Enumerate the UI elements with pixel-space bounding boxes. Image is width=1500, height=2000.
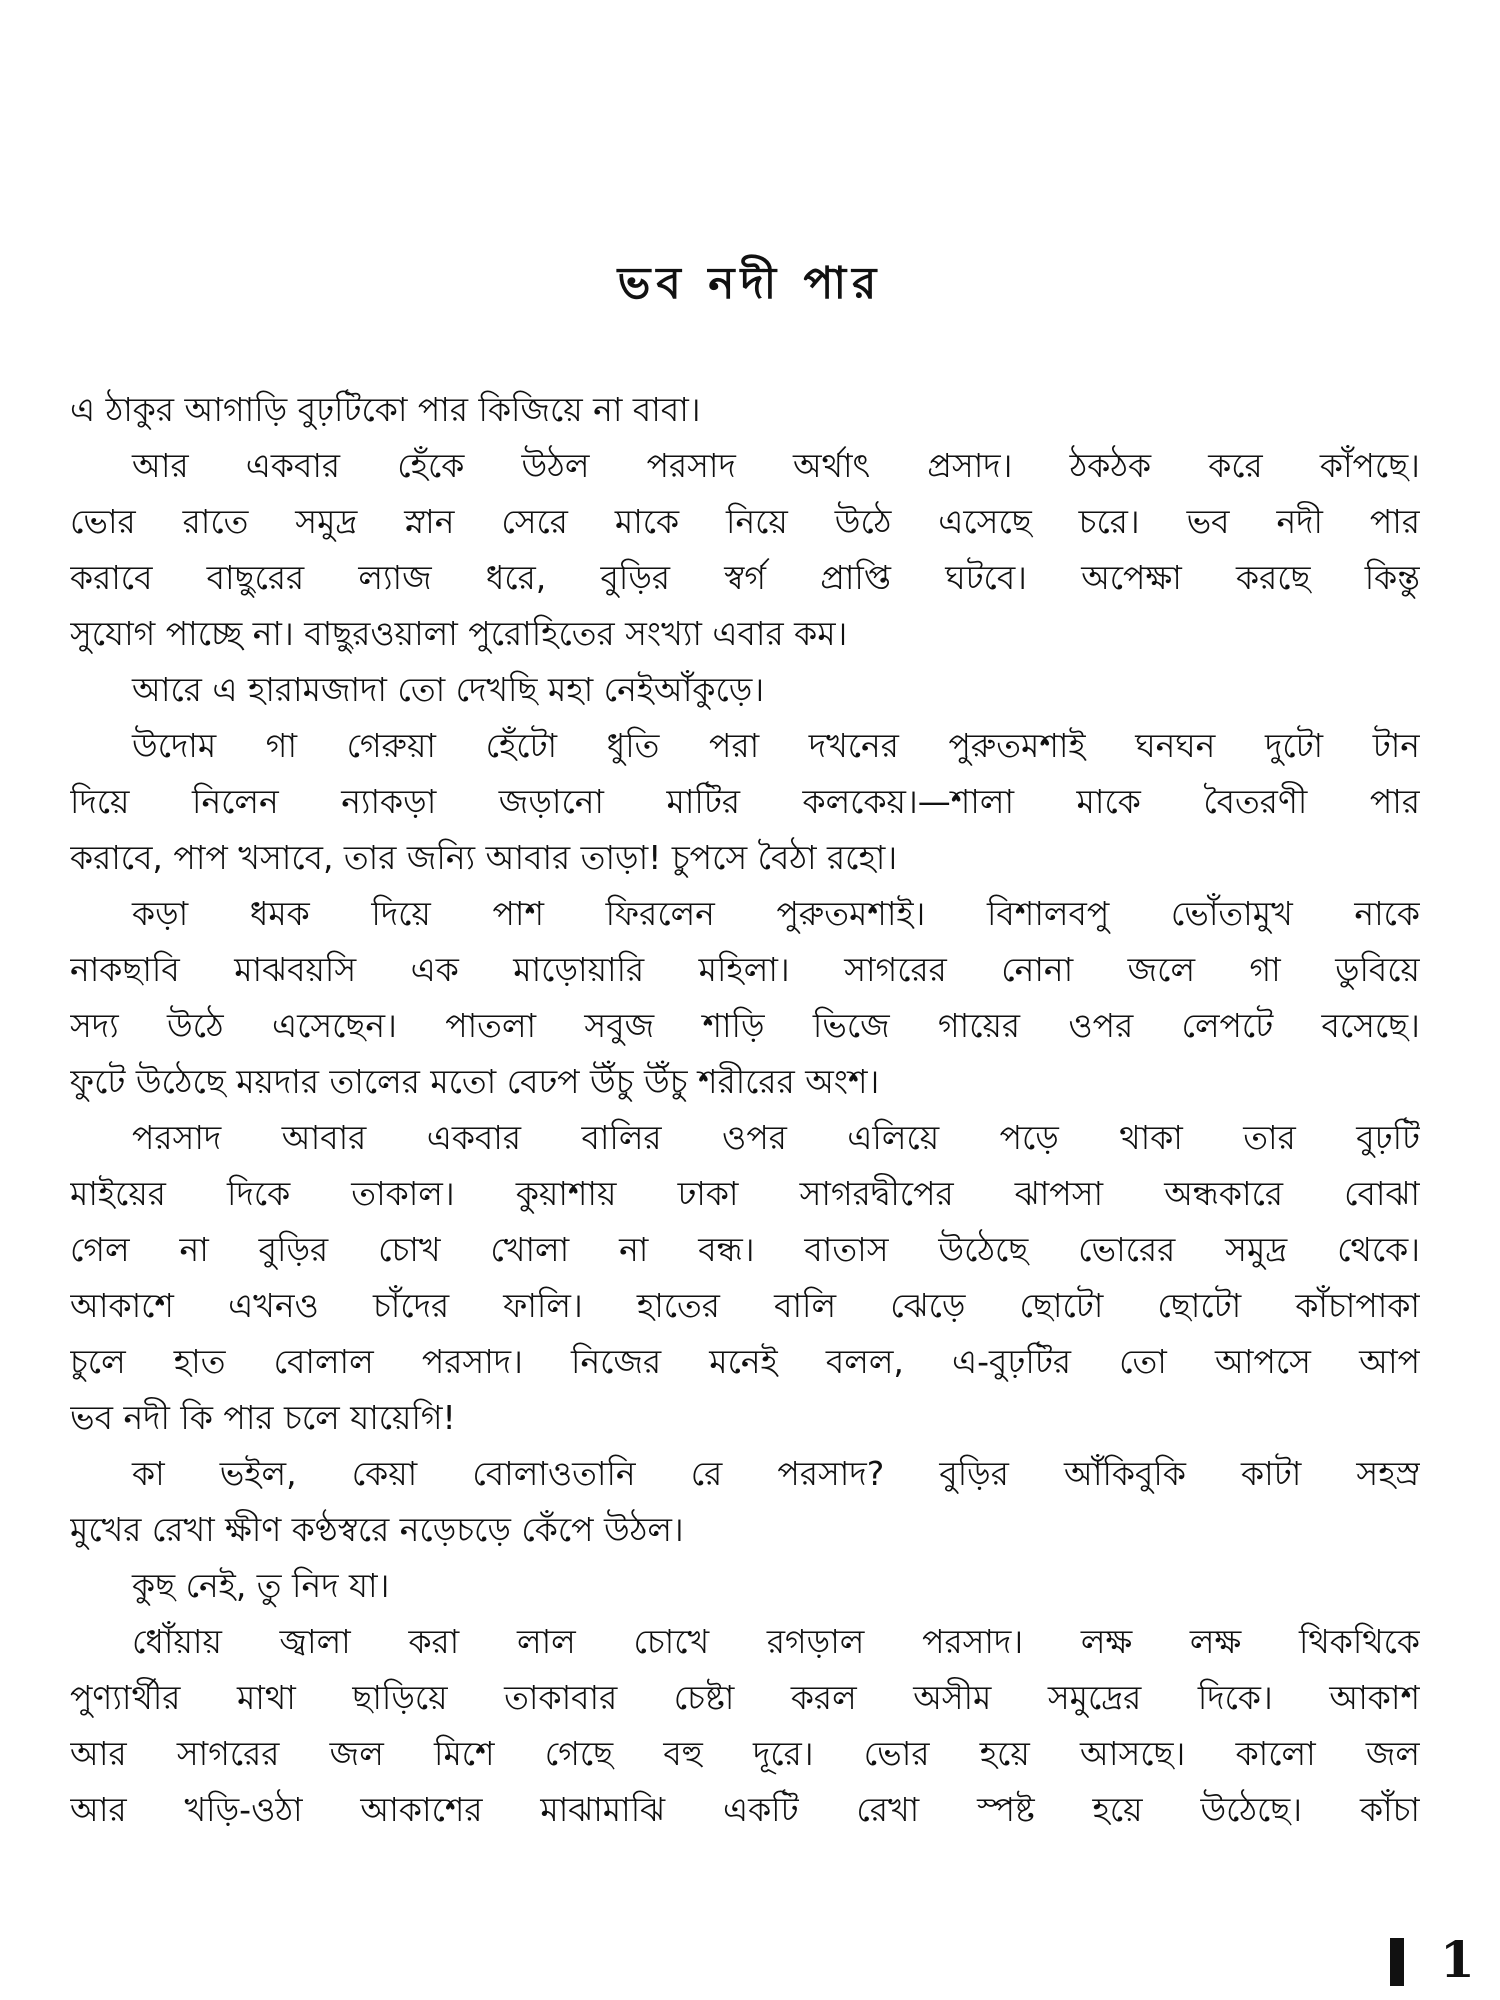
text-line: মুখের রেখা ক্ষীণ কণ্ঠস্বরে নড়েচড়ে কেঁপে উঠল। [70, 1510, 684, 1549]
text-line: কড়া ধমক দিয়ে পাশ ফিরলেন পুরুতমশাই। বিশালবপু ভোঁতামুখ নাকে [132, 894, 1420, 933]
text-line: সুযোগ পাচ্ছে না। বাছুরওয়ালা পুরোহিতের সংখ্যা এবার কম। [70, 614, 848, 653]
text-line: ভব নদী কি পার চলে যায়েগি! [70, 1398, 456, 1437]
text-line: নাকছাবি মাঝবয়সি এক মাড়োয়ারি মহিলা। সাগরের নোনা জলে গা ডুবিয়ে [70, 950, 1420, 989]
page-number: 1 [1440, 1930, 1475, 1989]
chapter-title: ভব নদী পার [617, 258, 883, 309]
page-marker-bar [1390, 1938, 1404, 1986]
text-line: উদোম গা গেরুয়া হেঁটো ধুতি পরা দখনের পুরুতমশাই ঘনঘন দুটো টান [132, 726, 1420, 765]
text-line: আর খড়ি-ওঠা আকাশের মাঝামাঝি একটি রেখা স্পষ্ট হয়ে উঠেছে। কাঁচা [70, 1790, 1420, 1829]
text-line: ধোঁয়ায় জ্বালা করা লাল চোখে রগড়াল পরসাদ। লক্ষ লক্ষ থিকথিকে [132, 1622, 1420, 1661]
text-line: গেল না বুড়ির চোখ খোলা না বন্ধ। বাতাস উঠেছে ভোরের সমুদ্র থেকে। [70, 1230, 1420, 1269]
text-line: এ ঠাকুর আগাড়ি বুঢ়টিকো পার কিজিয়ে না বাবা। [70, 390, 701, 429]
text-line: আর সাগরের জল মিশে গেছে বহু দূরে। ভোর হয়ে আসছে। কালো জল [70, 1734, 1420, 1773]
text-line: আরে এ হারামজাদা তো দেখছি মহা নেইআঁকুড়ে। [132, 670, 765, 709]
text-line: মাইয়ের দিকে তাকাল। কুয়াশায় ঢাকা সাগরদ্বীপের ঝাপসা অন্ধকারে বোঝা [70, 1174, 1420, 1213]
text-line: আকাশে এখনও চাঁদের ফালি। হাতের বালি ঝেড়ে ছোটো ছোটো কাঁচাপাকা [70, 1286, 1420, 1325]
text-line: পরসাদ আবার একবার বালির ওপর এলিয়ে পড়ে থাকা তার বুঢ়টি [132, 1118, 1420, 1157]
text-line: আর একবার হেঁকে উঠল পরসাদ অর্থাৎ প্রসাদ। ঠকঠক করে কাঁপছে। [132, 446, 1420, 485]
text-line: দিয়ে নিলেন ন্যাকড়া জড়ানো মাটির কলকেয়।—শালা মাকে বৈতরণী পার [70, 782, 1420, 821]
text-line: ফুটে উঠেছে ময়দার তালের মতো বেঢপ উঁচু উঁচু শরীরের অংশ। [70, 1062, 880, 1101]
text-line: করাবে বাছুরের ল্যাজ ধরে, বুড়ির স্বর্গ প্রাপ্তি ঘটবে। অপেক্ষা করছে কিন্তু [70, 558, 1420, 597]
body-text [70, 382, 1420, 1838]
text-line: সদ্য উঠে এসেছেন। পাতলা সবুজ শাড়ি ভিজে গায়ের ওপর লেপটে বসেছে। [70, 1006, 1420, 1045]
text-line: পুণ্যার্থীর মাথা ছাড়িয়ে তাকাবার চেষ্টা করল অসীম সমুদ্রের দিকে। আকাশ [70, 1678, 1420, 1717]
text-line: করাবে, পাপ খসাবে, তার জন্যি আবার তাড়া! চুপসে বৈঠা রহো। [70, 838, 898, 877]
text-line: ভোর রাতে সমুদ্র স্নান সেরে মাকে নিয়ে উঠে এসেছে চরে। ভব নদী পার [70, 502, 1420, 541]
text-line: চুলে হাত বোলাল পরসাদ। নিজের মনেই বলল, এ-বুঢ়টির তো আপসে আপ [70, 1342, 1420, 1381]
text-line: কা ভইল, কেয়া বোলাওতানি রে পরসাদ? বুড়ির আঁকিবুকি কাটা সহস্র [132, 1454, 1420, 1493]
text-line: কুছ নেই, তু নিদ যা। [132, 1566, 390, 1605]
